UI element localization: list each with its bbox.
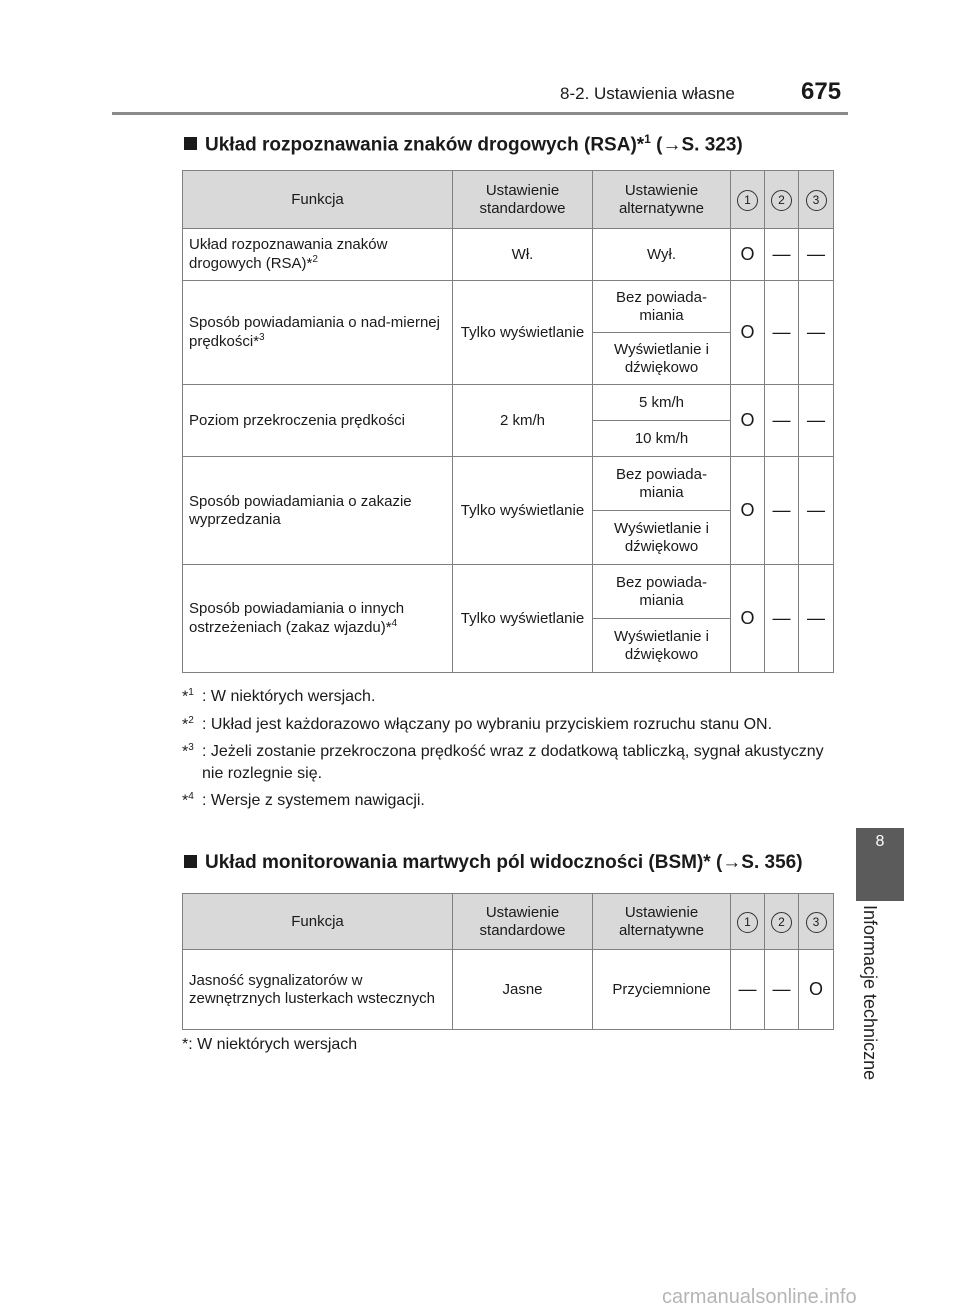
footnote: *$^3$ : Jeżeli zostanie przekroczona prędkość wraz z dodatkową tabliczką, sygnał akustyczny nie rozlegnie się. — [182, 742, 824, 782]
bsm-table — [182, 893, 834, 1030]
row-mark-3: — — [799, 565, 834, 673]
rsa-table — [182, 170, 834, 673]
row-mark-3: — — [799, 281, 834, 385]
row-mark-2: — — [765, 229, 799, 281]
row-alt: Wył. — [593, 229, 731, 281]
circled-2-icon: 2 — [771, 912, 792, 933]
circled-1-icon: 1 — [737, 190, 758, 211]
row-mark-1: O — [731, 281, 765, 385]
circled-1-icon: 1 — [737, 912, 758, 933]
table-row — [183, 281, 834, 333]
rsa-title: Układ rozpoznawania znaków drogowych (RSA)*$^1$ (→S. 323) — [184, 132, 743, 156]
row-alt: Przyciemnione — [593, 950, 731, 1030]
header-col-1 — [731, 894, 765, 950]
header-standard: Ustawienie standardowe — [453, 171, 593, 229]
row-alt: Bez powiada-miania — [593, 565, 731, 619]
header-alternative: Ustawienie alternatywne — [593, 894, 731, 950]
header-col-3 — [799, 171, 834, 229]
chapter-label: Informacje techniczne — [860, 905, 880, 1081]
table-row — [183, 457, 834, 511]
row-func: Sposób powiadamiania o nad-miernej prędkości*$^3$ — [183, 281, 453, 385]
header-col-1 — [731, 171, 765, 229]
row-func: Układ rozpoznawania znaków drogowych (RSA)*$^2$ — [183, 229, 453, 281]
table-header-row — [183, 894, 834, 950]
header-col-3 — [799, 894, 834, 950]
table-row — [183, 385, 834, 421]
row-mark-1: — — [731, 950, 765, 1030]
row-alt: Wyświetlanie i dźwiękowo — [593, 619, 731, 673]
footnote: *$^2$ : Układ jest każdorazowo włączany po wybraniu przyciskiem rozruchu stanu ON. — [182, 714, 773, 733]
bullet-square-icon — [184, 137, 197, 150]
circled-2-icon: 2 — [771, 190, 792, 211]
row-mark-3: O — [799, 950, 834, 1030]
table-row — [183, 565, 834, 619]
row-std: Tylko wyświetlanie — [453, 281, 593, 385]
footnote: *$^1$ : W niektórych wersjach. — [182, 687, 376, 706]
watermark: carmanualsonline.info — [662, 1286, 857, 1308]
row-mark-2: — — [765, 457, 799, 565]
row-mark-1: O — [731, 229, 765, 281]
row-alt: Bez powiada-miania — [593, 281, 731, 333]
header-section: 8-2. Ustawienia własne — [560, 84, 735, 103]
header-standard: Ustawienie standardowe — [453, 894, 593, 950]
header-col-2 — [765, 171, 799, 229]
header-rule — [112, 112, 848, 115]
row-mark-2: — — [765, 385, 799, 457]
row-std: Wł. — [453, 229, 593, 281]
row-mark-1: O — [731, 565, 765, 673]
bsm-note: *: W niektórych wersjach — [182, 1036, 358, 1053]
table-header-row — [183, 171, 834, 229]
row-mark-2: — — [765, 281, 799, 385]
row-mark-1: O — [731, 457, 765, 565]
row-std: Tylko wyświetlanie — [453, 457, 593, 565]
circled-3-icon: 3 — [806, 912, 827, 933]
table-row — [183, 950, 834, 1030]
row-func: Sposób powiadamiania o zakazie wyprzedzania — [183, 457, 453, 565]
bsm-title: Układ monitorowania martwych pól widoczności (BSM)* (→S. 356) — [184, 852, 803, 874]
header-alternative: Ustawienie alternatywne — [593, 171, 731, 229]
row-mark-3: — — [799, 457, 834, 565]
header-funkcja: Funkcja — [183, 894, 453, 950]
row-mark-3: — — [799, 385, 834, 457]
header-funkcja: Funkcja — [183, 171, 453, 229]
row-std: Tylko wyświetlanie — [453, 565, 593, 673]
header-col-2 — [765, 894, 799, 950]
row-mark-2: — — [765, 950, 799, 1030]
rsa-notes — [182, 686, 842, 818]
chapter-number: 8 — [875, 833, 885, 850]
row-alt: Wyświetlanie i dźwiękowo — [593, 333, 731, 385]
row-mark-3: — — [799, 229, 834, 281]
bullet-square-icon — [184, 855, 197, 868]
row-func: Jasność sygnalizatorów w zewnętrznych lusterkach wstecznych — [183, 950, 453, 1030]
row-mark-1: O — [731, 385, 765, 457]
row-func: Sposób powiadamiania o innych ostrzeżeniach (zakaz wjazdu)*$^4$ — [183, 565, 453, 673]
row-std: Jasne — [453, 950, 593, 1030]
row-func: Poziom przekroczenia prędkości — [183, 385, 453, 457]
row-alt: Wyświetlanie i dźwiękowo — [593, 511, 731, 565]
table-row — [183, 229, 834, 281]
footnote: *$^4$ : Wersje z systemem nawigacji. — [182, 791, 425, 810]
row-alt: 10 km/h — [593, 421, 731, 457]
circled-3-icon: 3 — [806, 190, 827, 211]
row-alt: Bez powiada-miania — [593, 457, 731, 511]
row-alt: 5 km/h — [593, 385, 731, 421]
row-mark-2: — — [765, 565, 799, 673]
page-number: 675 — [801, 78, 842, 105]
row-std: 2 km/h — [453, 385, 593, 457]
